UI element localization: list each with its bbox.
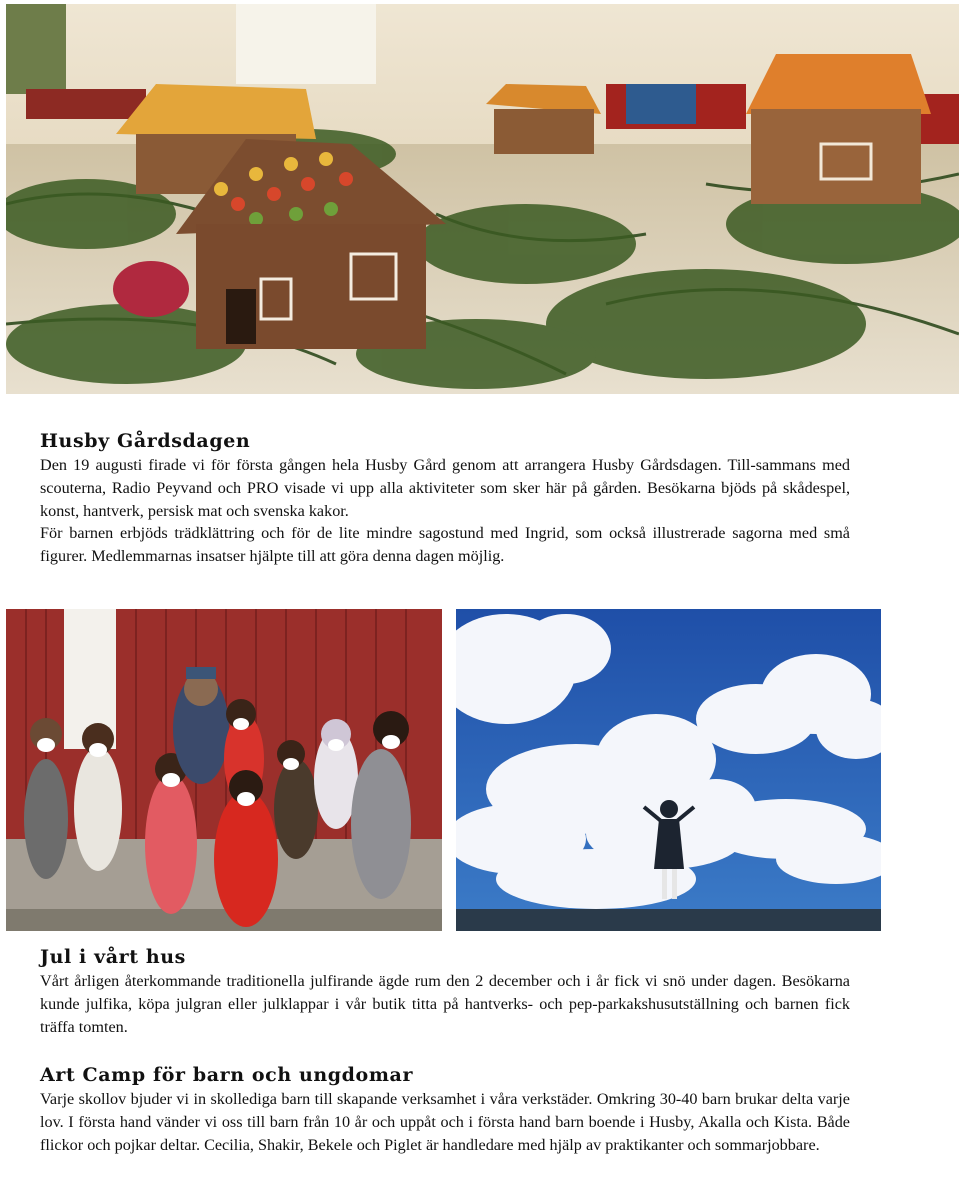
gingerbread-houses-photo: [6, 4, 959, 394]
section-title: Husby Gårdsdagen: [40, 430, 251, 452]
section-title: Jul i vårt hus: [40, 946, 186, 968]
child-clouds-photo: [456, 609, 881, 931]
section-paragraph: Vårt årligen återkommande traditionella julfirande ägde rum den 2 december och i år fick vi snö under dagen. Besökarna kunde julfika, köpa julgran eller julklappar i vår butik titta på hantverks- och pep-parkakshusutställning och barnen fick träffa tomten.: [40, 972, 850, 1036]
section-paragraph: Varje skollov bjuder vi in skollediga barn till skapande verksamhet i våra verkstäder. Omkring 30-40 barn brukar delta varje lov. I första hand vänder vi oss till barn från 10 år och uppåt och i första hand barn boende i Husby, Akalla och Kista. Både flickor och pojkar deltar. Cecilia, Shakir, Bekele och Piglet är handledare med hjälp av praktikanter och sommarjobbare.: [40, 1090, 850, 1154]
section-paragraph: För barnen erbjöds trädklättring och för de lite mindre sagostund med Ingrid, som också illustrerade sagorna med små figurer. Medlemmarnas insatser hjälpte till att göra denna dagen möjlig.: [40, 524, 850, 566]
section-title: Art Camp för barn och ungdomar: [40, 1064, 414, 1086]
section-paragraph: Den 19 augusti firade vi för första gången hela Husby Gård genom att arrangera Husby Gårdsdagen. Till-sammans med scouterna, Radio Peyvand och PRO visade vi upp alla aktiviteter som sker här på gården. Besökarna bjöds på skådespel, konst, hantverk, persisk mat och svenska kakor.: [40, 456, 850, 520]
section-jul-i-vart-hus: [40, 946, 850, 1038]
section-art-camp: [40, 1064, 850, 1156]
children-group-photo: [6, 609, 442, 931]
section-husby-gardsdagen: [40, 430, 850, 568]
